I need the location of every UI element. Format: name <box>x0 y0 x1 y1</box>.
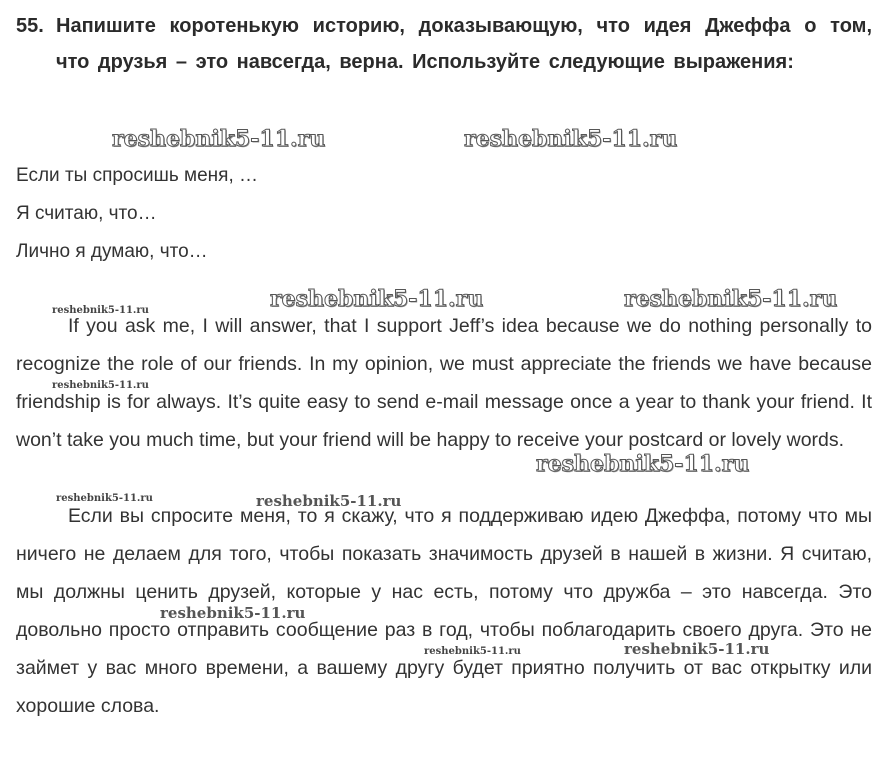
phrase-3: Лично я думаю, что… <box>16 241 208 262</box>
watermark: reshebnik5-11.ru <box>464 126 678 152</box>
russian-paragraph: Если вы спросите меня, то я скажу, что я поддерживаю идею Джеффа, потому что мы ничего не делаем для того, чтобы показать значимость друзей в нашей в жизни. Я считаю, мы должны ценить друзей, которые у нас есть, потому что дружба – это навсегда. Это довольно просто отправить сообщение раз в год, чтобы поблагодарить своего друга. Это не займет у вас много времени, а вашему другу будет приятно получить от вас открытку или хорошие слова. <box>16 505 872 717</box>
watermark: reshebnik5-11.ru <box>52 380 149 391</box>
watermark: reshebnik5-11.ru <box>270 286 484 312</box>
watermark: reshebnik5-11.ru <box>112 126 326 152</box>
watermark: reshebnik5-11.ru <box>52 305 149 316</box>
watermark: reshebnik5-11.ru <box>160 604 306 622</box>
watermark: reshebnik5-11.ru <box>256 492 402 510</box>
phrase-2: Я считаю, что… <box>16 203 157 224</box>
watermark: reshebnik5-11.ru <box>624 640 770 658</box>
task-number: 55. <box>16 15 44 37</box>
watermark: reshebnik5-11.ru <box>624 286 838 312</box>
english-paragraph: If you ask me, I will answer, that I support Jeff’s idea because we do nothing personally to recognize the role of our friends. In my opinion, we must appreciate the friends we have because friendship is for always. It’s quite easy to send e-mail message once a year to thank your friend. It won’t take you much time, but your friend will be happy to receive your postcard or lovely words. <box>16 315 872 451</box>
watermark: reshebnik5-11.ru <box>56 493 153 504</box>
task-text: Напишите коротенькую историю, доказывающую, что идея Джеффа о том, что друзья – это навсегда, верна. Используйте следующие выражения: <box>56 15 872 73</box>
watermark: reshebnik5-11.ru <box>424 646 521 657</box>
task-heading <box>16 8 872 80</box>
watermark: reshebnik5-11.ru <box>536 451 750 477</box>
phrase-1: Если ты спросишь меня, … <box>16 165 258 186</box>
